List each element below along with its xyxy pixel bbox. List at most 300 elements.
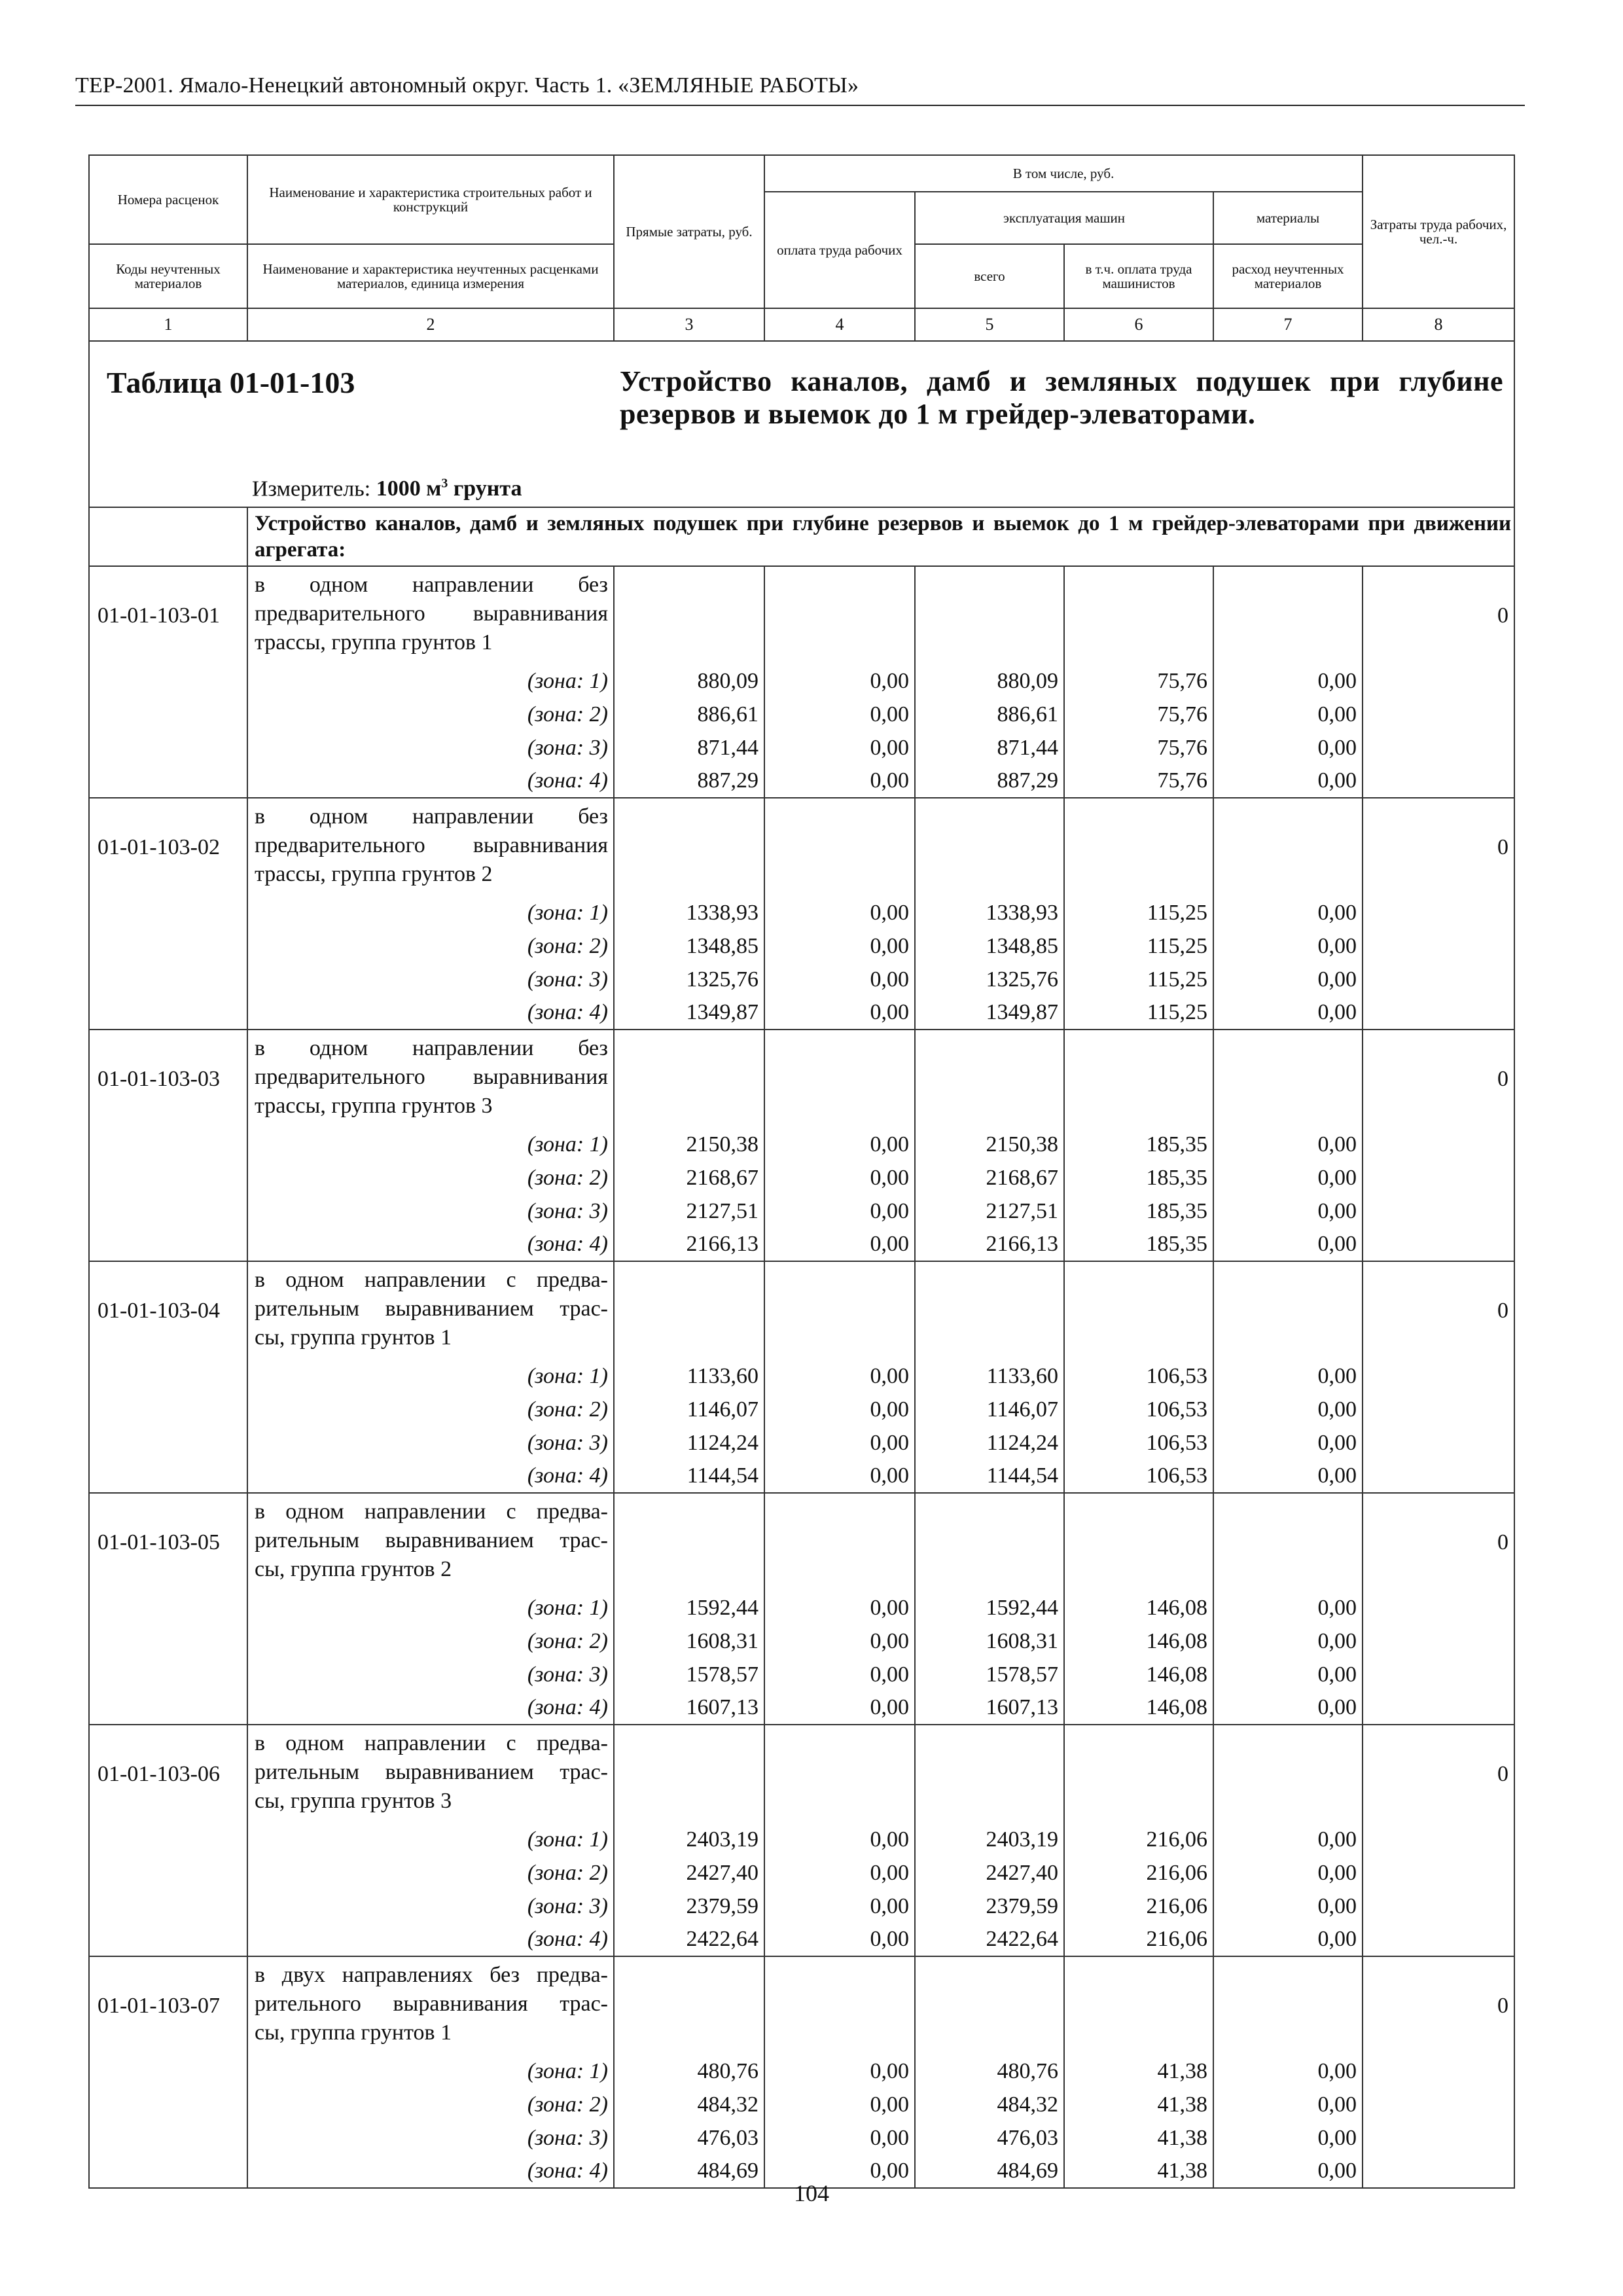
machine-wage: 146,08: [1064, 1624, 1213, 1658]
machine-cost: 886,61: [915, 698, 1064, 731]
empty-cell: [1064, 566, 1213, 664]
zone-row: [89, 1228, 1514, 1261]
empty-cell: [764, 1493, 915, 1591]
machine-wage: 106,53: [1064, 1426, 1213, 1460]
rate-row: [89, 1030, 1514, 1128]
table-title: Устройство каналов, дамб и земляных подушек при глубине резервов и выемок до 1 м грейдер-элеваторами.: [620, 365, 1503, 430]
measure-value: 1000 м: [376, 476, 442, 501]
zone-empty-code: [89, 1426, 247, 1460]
materials-cost: 0,00: [1213, 1923, 1363, 1956]
rate-row: [89, 1261, 1514, 1359]
machine-cost: 1144,54: [915, 1460, 1064, 1493]
machine-cost: 2127,51: [915, 1194, 1064, 1228]
wage-cost: 0,00: [764, 929, 915, 963]
rate-code: 01-01-103-07: [89, 1956, 247, 2054]
zone-label: (зона: 4): [247, 2155, 614, 2188]
rate-description: [247, 1261, 614, 1359]
header-col3: Прямые затраты, руб.: [614, 155, 764, 308]
rate-code: 01-01-103-03: [89, 1030, 247, 1128]
rate-code: 01-01-103-02: [89, 798, 247, 896]
zone-row: [89, 698, 1514, 731]
materials-cost: 0,00: [1213, 1228, 1363, 1261]
zone-label: (зона: 4): [247, 764, 614, 798]
col-number-6: 6: [1064, 308, 1213, 341]
zone-label: (зона: 1): [247, 1128, 614, 1161]
wage-cost: 0,00: [764, 1393, 915, 1426]
description-line: в одном направлении без: [255, 573, 608, 597]
labor-cost: 0: [1363, 1956, 1514, 2054]
header-col8: Затраты труда рабочих, чел.-ч.: [1363, 155, 1514, 308]
description-line: рительным выравниванием трас-: [255, 1760, 608, 1784]
labor-cost: 0: [1363, 1725, 1514, 1823]
labor-empty: [1363, 1591, 1514, 1624]
machine-wage: 115,25: [1064, 996, 1213, 1030]
materials-cost: 0,00: [1213, 2054, 1363, 2088]
materials-cost: 0,00: [1213, 896, 1363, 929]
empty-cell: [1064, 798, 1213, 896]
labor-empty: [1363, 1426, 1514, 1460]
empty-cell: [915, 1725, 1064, 1823]
zone-empty-code: [89, 1359, 247, 1393]
zone-empty-code: [89, 963, 247, 996]
zone-empty-code: [89, 1591, 247, 1624]
empty-cell: [764, 1956, 915, 2054]
machine-cost: 484,32: [915, 2088, 1064, 2121]
empty-cell: [1064, 1030, 1213, 1128]
labor-empty: [1363, 2088, 1514, 2121]
empty-cell: [614, 1493, 764, 1591]
wage-cost: 0,00: [764, 1624, 915, 1658]
machine-cost: 480,76: [915, 2054, 1064, 2088]
rate-description: [247, 1956, 614, 2054]
labor-empty: [1363, 698, 1514, 731]
zone-row: [89, 1923, 1514, 1956]
table-title-block: [89, 341, 1514, 507]
description-line: в одном направлении без: [255, 804, 608, 829]
zone-empty-code: [89, 664, 247, 698]
measure-prefix: Измеритель:: [252, 476, 376, 501]
measure-sup: 3: [441, 476, 448, 491]
machine-wage: 185,35: [1064, 1128, 1213, 1161]
materials-cost: 0,00: [1213, 996, 1363, 1030]
zone-empty-code: [89, 1856, 247, 1890]
labor-empty: [1363, 1460, 1514, 1493]
machine-cost: 484,69: [915, 2155, 1064, 2188]
subheading: Устройство каналов, дамб и земляных подушек при глубине резервов и выемок до 1 м грейдер-элеваторами при движении агрегата:: [255, 512, 1512, 562]
description-line: рительного выравнивания трас-: [255, 1992, 608, 2016]
labor-empty: [1363, 1624, 1514, 1658]
direct-cost: 1338,93: [614, 896, 764, 929]
col-number-4: 4: [764, 308, 915, 341]
description-line: в одном направлении с предва-: [255, 1268, 608, 1292]
wage-cost: 0,00: [764, 2121, 915, 2155]
zone-label: (зона: 1): [247, 1591, 614, 1624]
labor-empty: [1363, 1658, 1514, 1691]
direct-cost: 1124,24: [614, 1426, 764, 1460]
wage-cost: 0,00: [764, 1161, 915, 1194]
wage-cost: 0,00: [764, 2088, 915, 2121]
machine-wage: 106,53: [1064, 1359, 1213, 1393]
zone-empty-code: [89, 929, 247, 963]
zone-empty-code: [89, 1128, 247, 1161]
description-line: в одном направлении с предва-: [255, 1499, 608, 1524]
zone-empty-code: [89, 1890, 247, 1923]
zone-empty-code: [89, 1923, 247, 1956]
wage-cost: 0,00: [764, 1194, 915, 1228]
direct-cost: 2166,13: [614, 1228, 764, 1261]
machine-wage: 185,35: [1064, 1194, 1213, 1228]
empty-cell: [915, 798, 1064, 896]
wage-cost: 0,00: [764, 1823, 915, 1856]
header-col6: в т.ч. оплата труда машинистов: [1064, 244, 1213, 308]
zone-label: (зона: 3): [247, 731, 614, 764]
empty-cell: [1064, 1261, 1213, 1359]
machine-cost: 1338,93: [915, 896, 1064, 929]
wage-cost: 0,00: [764, 2054, 915, 2088]
measure: [252, 476, 522, 501]
subheading-left: [89, 507, 247, 566]
wage-cost: 0,00: [764, 1460, 915, 1493]
machine-wage: 216,06: [1064, 1856, 1213, 1890]
col-number-1: 1: [89, 308, 247, 341]
zone-empty-code: [89, 731, 247, 764]
rate-row: [89, 798, 1514, 896]
machine-wage: 75,76: [1064, 664, 1213, 698]
wage-cost: 0,00: [764, 1591, 915, 1624]
empty-cell: [915, 1956, 1064, 2054]
zone-label: (зона: 3): [247, 1658, 614, 1691]
machine-cost: 2150,38: [915, 1128, 1064, 1161]
empty-cell: [614, 1956, 764, 2054]
zone-label: (зона: 4): [247, 1691, 614, 1725]
rate-code: 01-01-103-01: [89, 566, 247, 664]
labor-cost: 0: [1363, 566, 1514, 664]
description-line: предварительного выравнивания: [255, 601, 608, 626]
empty-cell: [1213, 566, 1363, 664]
header-col2-top: Наименование и характеристика строительных работ и конструкций: [247, 155, 614, 244]
labor-empty: [1363, 1856, 1514, 1890]
machine-wage: 216,06: [1064, 1923, 1213, 1956]
direct-cost: 484,69: [614, 2155, 764, 2188]
wage-cost: 0,00: [764, 1128, 915, 1161]
materials-cost: 0,00: [1213, 1161, 1363, 1194]
empty-cell: [614, 1725, 764, 1823]
description-line: предварительного выравнивания: [255, 833, 608, 857]
empty-cell: [915, 1493, 1064, 1591]
zone-row: [89, 929, 1514, 963]
direct-cost: 1607,13: [614, 1691, 764, 1725]
machine-cost: 1124,24: [915, 1426, 1064, 1460]
zone-row: [89, 2088, 1514, 2121]
labor-empty: [1363, 731, 1514, 764]
zone-row: [89, 1624, 1514, 1658]
wage-cost: 0,00: [764, 996, 915, 1030]
materials-cost: 0,00: [1213, 1658, 1363, 1691]
zone-row: [89, 1359, 1514, 1393]
header-materials: материалы: [1213, 192, 1363, 244]
materials-cost: 0,00: [1213, 2155, 1363, 2188]
empty-cell: [614, 566, 764, 664]
zone-row: [89, 1823, 1514, 1856]
description-line: в одном направлении без: [255, 1036, 608, 1060]
direct-cost: 2150,38: [614, 1128, 764, 1161]
materials-cost: 0,00: [1213, 1823, 1363, 1856]
header-rule: [75, 105, 1525, 106]
machine-wage: 106,53: [1064, 1393, 1213, 1426]
rate-description: [247, 566, 614, 664]
machine-wage: 216,06: [1064, 1823, 1213, 1856]
zone-empty-code: [89, 1624, 247, 1658]
rate-row: [89, 1493, 1514, 1591]
materials-cost: 0,00: [1213, 1460, 1363, 1493]
labor-empty: [1363, 1161, 1514, 1194]
wage-cost: 0,00: [764, 896, 915, 929]
machine-cost: 2166,13: [915, 1228, 1064, 1261]
direct-cost: 480,76: [614, 2054, 764, 2088]
direct-cost: 886,61: [614, 698, 764, 731]
rate-code: 01-01-103-06: [89, 1725, 247, 1823]
labor-cost: 0: [1363, 798, 1514, 896]
description-line: рительным выравниванием трас-: [255, 1297, 608, 1321]
machine-cost: 2168,67: [915, 1161, 1064, 1194]
empty-cell: [1064, 1493, 1213, 1591]
zone-empty-code: [89, 1194, 247, 1228]
machine-cost: 1133,60: [915, 1359, 1064, 1393]
wage-cost: 0,00: [764, 2155, 915, 2188]
materials-cost: 0,00: [1213, 1691, 1363, 1725]
machine-wage: 146,08: [1064, 1658, 1213, 1691]
zone-label: (зона: 3): [247, 963, 614, 996]
zone-row: [89, 896, 1514, 929]
direct-cost: 476,03: [614, 2121, 764, 2155]
zone-label: (зона: 4): [247, 1460, 614, 1493]
zone-row: [89, 1890, 1514, 1923]
materials-cost: 0,00: [1213, 963, 1363, 996]
rate-description: [247, 798, 614, 896]
machine-wage: 106,53: [1064, 1460, 1213, 1493]
zone-row: [89, 1393, 1514, 1426]
zone-empty-code: [89, 996, 247, 1030]
measure-suffix: грунта: [448, 476, 522, 501]
materials-cost: 0,00: [1213, 698, 1363, 731]
direct-cost: 880,09: [614, 664, 764, 698]
zone-row: [89, 2054, 1514, 2088]
machine-wage: 115,25: [1064, 963, 1213, 996]
materials-cost: 0,00: [1213, 1128, 1363, 1161]
direct-cost: 484,32: [614, 2088, 764, 2121]
zone-empty-code: [89, 1161, 247, 1194]
wage-cost: 0,00: [764, 664, 915, 698]
zone-row: [89, 1426, 1514, 1460]
machine-wage: 146,08: [1064, 1691, 1213, 1725]
description-line: трассы, группа грунтов 1: [255, 630, 493, 655]
empty-cell: [1213, 798, 1363, 896]
materials-cost: 0,00: [1213, 1393, 1363, 1426]
header-col2-bottom: Наименование и характеристика неучтенных расценками материалов, единица измерения: [247, 244, 614, 308]
direct-cost: 871,44: [614, 731, 764, 764]
labor-empty: [1363, 1194, 1514, 1228]
machine-cost: 2403,19: [915, 1823, 1064, 1856]
zone-label: (зона: 4): [247, 1923, 614, 1956]
materials-cost: 0,00: [1213, 2088, 1363, 2121]
zone-empty-code: [89, 698, 247, 731]
empty-cell: [614, 1261, 764, 1359]
labor-empty: [1363, 929, 1514, 963]
direct-cost: 2422,64: [614, 1923, 764, 1956]
direct-cost: 1144,54: [614, 1460, 764, 1493]
col-number-2: 2: [247, 308, 614, 341]
empty-cell: [1213, 1493, 1363, 1591]
labor-empty: [1363, 963, 1514, 996]
machine-cost: 1146,07: [915, 1393, 1064, 1426]
zone-label: (зона: 4): [247, 996, 614, 1030]
zone-empty-code: [89, 2121, 247, 2155]
zone-row: [89, 1591, 1514, 1624]
materials-cost: 0,00: [1213, 1359, 1363, 1393]
table-label: Таблица 01-01-103: [107, 366, 355, 399]
labor-cost: 0: [1363, 1030, 1514, 1128]
machine-cost: 2379,59: [915, 1890, 1064, 1923]
labor-cost: 0: [1363, 1261, 1514, 1359]
machine-wage: 75,76: [1064, 731, 1213, 764]
zone-label: (зона: 1): [247, 896, 614, 929]
rate-row: [89, 1956, 1514, 2054]
zone-label: (зона: 2): [247, 1393, 614, 1426]
header-machines: эксплуатация машин: [915, 192, 1213, 244]
zone-row: [89, 1460, 1514, 1493]
wage-cost: 0,00: [764, 731, 915, 764]
direct-cost: 1348,85: [614, 929, 764, 963]
zone-empty-code: [89, 764, 247, 798]
zone-row: [89, 2121, 1514, 2155]
empty-cell: [764, 1261, 915, 1359]
machine-wage: 216,06: [1064, 1890, 1213, 1923]
machine-wage: 185,35: [1064, 1161, 1213, 1194]
direct-cost: 2127,51: [614, 1194, 764, 1228]
rate-row: [89, 1725, 1514, 1823]
empty-cell: [1064, 1725, 1213, 1823]
header-col7: расход неучтенных материалов: [1213, 244, 1363, 308]
machine-cost: 880,09: [915, 664, 1064, 698]
labor-empty: [1363, 1890, 1514, 1923]
zone-row: [89, 996, 1514, 1030]
labor-empty: [1363, 1228, 1514, 1261]
labor-empty: [1363, 1823, 1514, 1856]
wage-cost: 0,00: [764, 698, 915, 731]
direct-cost: 2379,59: [614, 1890, 764, 1923]
rate-description: [247, 1493, 614, 1591]
materials-cost: 0,00: [1213, 1624, 1363, 1658]
labor-empty: [1363, 1691, 1514, 1725]
direct-cost: 2403,19: [614, 1823, 764, 1856]
zone-row: [89, 731, 1514, 764]
zone-label: (зона: 3): [247, 1194, 614, 1228]
zone-empty-code: [89, 1823, 247, 1856]
direct-cost: 1133,60: [614, 1359, 764, 1393]
rate-code: 01-01-103-04: [89, 1261, 247, 1359]
zone-label: (зона: 1): [247, 664, 614, 698]
description-line: трассы, группа грунтов 3: [255, 1094, 493, 1118]
rate-description: [247, 1725, 614, 1823]
description-line: в одном направлении с предва-: [255, 1731, 608, 1755]
empty-cell: [1064, 1956, 1213, 2054]
zone-label: (зона: 1): [247, 2054, 614, 2088]
zone-label: (зона: 1): [247, 1823, 614, 1856]
empty-cell: [614, 798, 764, 896]
machine-wage: 75,76: [1064, 698, 1213, 731]
materials-cost: 0,00: [1213, 1856, 1363, 1890]
labor-empty: [1363, 1128, 1514, 1161]
col-number-8: 8: [1363, 308, 1514, 341]
zone-row: [89, 1691, 1514, 1725]
empty-cell: [764, 566, 915, 664]
direct-cost: 887,29: [614, 764, 764, 798]
empty-cell: [1213, 1956, 1363, 2054]
labor-cost: 0: [1363, 1493, 1514, 1591]
zone-label: (зона: 3): [247, 1426, 614, 1460]
zone-label: (зона: 2): [247, 1856, 614, 1890]
machine-cost: 1325,76: [915, 963, 1064, 996]
zone-empty-code: [89, 2054, 247, 2088]
zone-row: [89, 1194, 1514, 1228]
empty-cell: [1213, 1725, 1363, 1823]
wage-cost: 0,00: [764, 764, 915, 798]
col-number-3: 3: [614, 308, 764, 341]
materials-cost: 0,00: [1213, 1426, 1363, 1460]
machine-cost: 1349,87: [915, 996, 1064, 1030]
description-line: рительным выравниванием трас-: [255, 1528, 608, 1552]
zone-label: (зона: 3): [247, 1890, 614, 1923]
wage-cost: 0,00: [764, 1890, 915, 1923]
zone-row: [89, 1161, 1514, 1194]
wage-cost: 0,00: [764, 1691, 915, 1725]
header-incl: В том числе, руб.: [764, 155, 1363, 192]
description-line: трассы, группа грунтов 2: [255, 862, 493, 886]
wage-cost: 0,00: [764, 1426, 915, 1460]
zone-label: (зона: 2): [247, 1624, 614, 1658]
description-line: предварительного выравнивания: [255, 1065, 608, 1089]
materials-cost: 0,00: [1213, 1890, 1363, 1923]
machine-wage: 41,38: [1064, 2155, 1213, 2188]
zone-empty-code: [89, 1460, 247, 1493]
col-number-7: 7: [1213, 308, 1363, 341]
labor-empty: [1363, 1393, 1514, 1426]
rate-row: [89, 566, 1514, 664]
zone-label: (зона: 3): [247, 2121, 614, 2155]
empty-cell: [614, 1030, 764, 1128]
empty-cell: [764, 798, 915, 896]
zone-empty-code: [89, 2088, 247, 2121]
machine-wage: 146,08: [1064, 1591, 1213, 1624]
machine-cost: 1608,31: [915, 1624, 1064, 1658]
machine-cost: 887,29: [915, 764, 1064, 798]
header-col4: оплата труда рабочих: [764, 192, 915, 308]
rate-description: [247, 1030, 614, 1128]
labor-empty: [1363, 1359, 1514, 1393]
empty-cell: [764, 1725, 915, 1823]
zone-label: (зона: 2): [247, 1161, 614, 1194]
col-number-5: 5: [915, 308, 1064, 341]
zone-row: [89, 664, 1514, 698]
machine-cost: 476,03: [915, 2121, 1064, 2155]
machine-wage: 185,35: [1064, 1228, 1213, 1261]
description-line: сы, группа грунтов 1: [255, 1325, 452, 1350]
direct-cost: 2427,40: [614, 1856, 764, 1890]
zone-label: (зона: 4): [247, 1228, 614, 1261]
zone-row: [89, 1128, 1514, 1161]
zone-row: [89, 764, 1514, 798]
wage-cost: 0,00: [764, 1228, 915, 1261]
